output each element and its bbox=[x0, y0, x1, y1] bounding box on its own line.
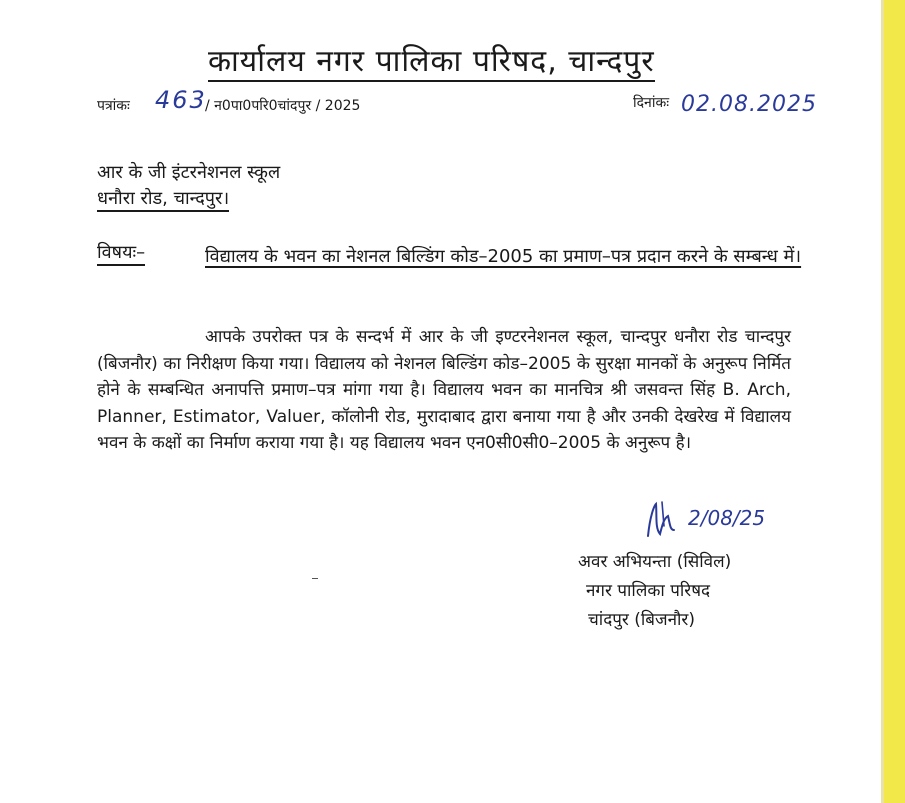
signature-date: 2/08/25 bbox=[688, 506, 766, 530]
page-edge-strip bbox=[884, 0, 905, 803]
handwritten-signature bbox=[640, 496, 766, 546]
sign-title: अवर अभियन्ता (सिविल) bbox=[578, 552, 732, 572]
subject-text: विद्यालय के भवन का नेशनल बिल्डिंग कोड–2005 का प्रमाण–पत्र प्रदान करने के सम्बन्ध में। bbox=[205, 246, 802, 267]
reference-row bbox=[97, 86, 857, 120]
date-label: दिनांकः bbox=[633, 95, 670, 111]
sign-place: चांदपुर (बिजनौर) bbox=[588, 610, 696, 630]
body-paragraph: आपके उपरोक्त पत्र के सन्दर्भ में आर के जी इण्टरनेशनल स्कूल, चान्दपुर धनौरा रोड चान्दपुर (बिजनौर) का निरीक्षण किया गया। विद्यालय को नेशनल बिल्डिंग कोड–2005 के सुरक्षा मानकों के अनुरूप निर्मित होने के सम्बन्धित अनापत्ति प्रमाण–पत्र मांगा गया है। विद्यालय भवन का मानचित्र श्री जसवन्त सिंह B. Arch, Planner, Estimator, Valuer, कॉलोनी रोड, मुरादाबाद द्वारा बनाया गया है और उनकी देखरेख में विद्यालय भवन के कक्षों का निर्माण कराया गया है। यह विद्यालय भवन एन0सी0सी0–2005 के अनुरूप है। bbox=[97, 327, 791, 454]
ref-number: 463 bbox=[155, 86, 207, 114]
date-value: 02.08.2025 bbox=[681, 92, 817, 117]
stray-mark bbox=[312, 578, 318, 579]
recipient-line-2: धनौरा रोड, चान्दपुर। bbox=[97, 188, 229, 212]
sign-office: नगर पालिका परिषद bbox=[586, 581, 711, 601]
office-heading: कार्यालय नगर पालिका परिषद, चान्दपुर bbox=[208, 44, 655, 82]
signature-block bbox=[578, 548, 731, 635]
ref-suffix: / न0पा0परि0चांदपुर / 2025 bbox=[205, 98, 361, 114]
subject-label: विषयः– bbox=[97, 242, 145, 266]
ref-label: पत्रांकः bbox=[97, 98, 130, 114]
recipient-line-1: आर के जी इंटरनेशनल स्कूल bbox=[97, 162, 281, 183]
